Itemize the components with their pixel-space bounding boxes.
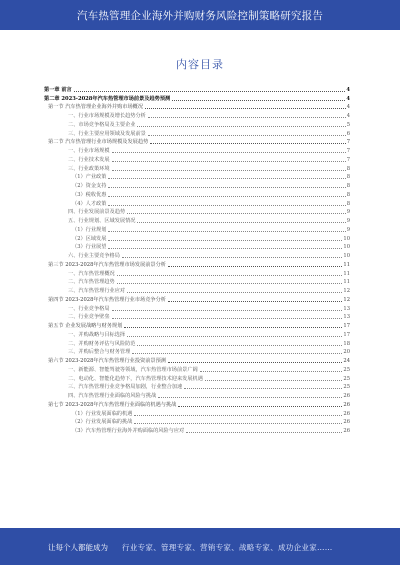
toc-leader-dots [148, 117, 346, 118]
toc-entry[interactable] [44, 285, 350, 294]
toc-entry-page: 12 [343, 288, 350, 294]
toc-entry-label: 第六节 2023-2028年汽车热管理行业投资前景预测 [48, 358, 166, 364]
table-of-contents [44, 84, 350, 536]
toc-entry[interactable] [44, 373, 350, 382]
toc-entry-page: 8 [346, 174, 350, 181]
toc-entry-page: 6 [346, 130, 350, 137]
toc-entry-page: 26 [343, 419, 350, 426]
toc-entry-label: 二、电动化、智能化趋势下，汽车热管理技术迎来发展机遇 [68, 375, 203, 382]
toc-entry-label: 第一节 汽车热管理企业海外并购市场概况 [48, 104, 144, 111]
toc-entry[interactable] [44, 128, 350, 137]
toc-entry-page: 26 [343, 401, 350, 408]
toc-entry[interactable] [44, 224, 350, 233]
toc-leader-dots [112, 318, 343, 319]
toc-leader-dots [205, 380, 343, 381]
toc-leader-dots [186, 432, 342, 433]
toc-entry-page: 4 [346, 113, 350, 119]
toc-entry[interactable] [44, 119, 350, 128]
toc-entry-label: 第四节 2023-2028年汽车热管理行业市场竞争分析 [48, 296, 166, 303]
toc-entry-page: 9 [346, 209, 350, 216]
toc-leader-dots [122, 257, 343, 258]
toc-entry[interactable] [44, 347, 350, 356]
toc-entry-page: 17 [343, 323, 350, 329]
toc-entry-page: 17 [343, 331, 350, 338]
toc-entry[interactable] [44, 233, 350, 242]
toc-entry-label: 二、行业技术发展 [68, 156, 110, 163]
toc-entry-label: 四、汽车热管理行业面临的风险与挑战 [68, 393, 157, 399]
toc-entry-page: 20 [343, 349, 350, 356]
toc-entry-page: 10 [343, 244, 350, 251]
toc-entry[interactable] [44, 154, 350, 163]
toc-leader-dots [127, 336, 342, 337]
toc-entry-label: 一、新能源、智能驾驶等领域，汽车热管理市场前景广阔 [68, 366, 198, 373]
toc-leader-dots [124, 327, 342, 328]
toc-entry[interactable] [44, 93, 350, 102]
toc-entry-label: 三、汽车热管理行业应对 [68, 288, 126, 294]
toc-entry-page: 9 [346, 226, 350, 233]
toc-leader-dots [112, 170, 346, 171]
toc-entry-label: 三、行业政策环境 [68, 165, 110, 172]
toc-entry-page: 26 [343, 428, 350, 434]
toc-leader-dots [108, 240, 342, 241]
toc-entry[interactable] [44, 417, 350, 426]
toc-entry[interactable] [44, 145, 350, 154]
toc-leader-dots [150, 143, 345, 144]
toc-entry[interactable] [44, 215, 350, 224]
toc-entry-label: 一、并购战略与目标选择 [68, 331, 126, 338]
toc-leader-dots [127, 292, 342, 293]
toc-entry-label: 一、行业竞争格局 [68, 305, 110, 312]
toc-entry-label: 一、行业市场规模 [68, 148, 110, 154]
toc-leader-dots [178, 406, 342, 407]
toc-entry-page: 10 [343, 235, 350, 242]
toc-entry[interactable] [44, 84, 350, 93]
toc-leader-dots [184, 388, 342, 389]
toc-entry-label: （1）产业政策 [72, 174, 107, 181]
toc-entry[interactable] [44, 180, 350, 189]
toc-leader-dots [168, 266, 342, 267]
toc-entry[interactable] [44, 390, 350, 399]
toc-entry[interactable] [44, 320, 350, 329]
toc-leader-dots [108, 231, 345, 232]
toc-entry-page: 24 [343, 358, 350, 364]
toc-entry-label: 二、市场竞争格局及主要企业 [68, 121, 136, 128]
toc-entry-label: （2）行业发展面临的挑战 [72, 419, 133, 426]
toc-entry[interactable] [44, 207, 350, 216]
toc-leader-dots [108, 187, 345, 188]
toc-entry-label: （3）行业展望 [72, 244, 107, 251]
toc-entry[interactable] [44, 399, 350, 408]
toc-entry-label: 一、汽车热管理概况 [68, 270, 115, 277]
toc-entry-page: 12 [343, 296, 350, 303]
toc-entry-page: 8 [346, 183, 350, 189]
toc-entry[interactable] [44, 163, 350, 172]
toc-entry-page: 13 [343, 314, 350, 321]
toc-entry[interactable] [44, 408, 350, 417]
toc-leader-dots [112, 152, 346, 153]
toc-leader-dots [134, 423, 342, 424]
toc-entry[interactable] [44, 268, 350, 277]
toc-heading: 内容目录 [176, 58, 224, 71]
toc-entry-label: （3）汽车热管理行业海外并购面临的风险与应对 [72, 428, 185, 434]
footer-slogan: 让每个人都能成为 [48, 543, 108, 552]
toc-entry[interactable] [44, 364, 350, 373]
toc-entry[interactable] [44, 137, 350, 146]
toc-entry-label: 六、行业主要竞争格局 [68, 253, 120, 259]
toc-leader-dots [172, 100, 345, 101]
toc-entry-page: 7 [346, 156, 350, 163]
toc-leader-dots [168, 362, 342, 363]
toc-entry-page: 8 [346, 191, 350, 198]
header-bar [0, 0, 400, 30]
toc-entry-label: 一、行业市场规模及增长趋势分析 [68, 113, 146, 119]
footer-bar [0, 530, 400, 565]
toc-entry[interactable] [44, 172, 350, 181]
toc-entry-label: （2）资金支持 [72, 183, 107, 189]
toc-entry-label: （4）人才政策 [72, 200, 107, 207]
toc-entry-page: 11 [343, 279, 350, 286]
toc-entry[interactable] [44, 102, 350, 111]
toc-leader-dots [137, 126, 345, 127]
toc-entry-page: 9 [346, 218, 350, 224]
toc-entry[interactable] [44, 303, 350, 312]
toc-leader-dots [134, 415, 342, 416]
toc-entry-label: （1）行业发展面临的机遇 [72, 410, 133, 417]
toc-leader-dots [108, 178, 345, 179]
toc-entry-label: 四、行业发展前景及趋势 [68, 209, 126, 216]
toc-entry-page: 25 [343, 384, 350, 391]
toc-entry[interactable] [44, 198, 350, 207]
toc-entry[interactable] [44, 329, 350, 338]
toc-entry-page: 10 [343, 253, 350, 259]
toc-entry-page: 4 [346, 104, 350, 111]
toc-entry[interactable] [44, 242, 350, 251]
footer-tagline: 行业专家、管理专家、营销专家、战略专家、成功企业家…… [122, 543, 333, 552]
toc-leader-dots [112, 310, 343, 311]
toc-entry[interactable] [44, 250, 350, 259]
toc-entry-label: 第二节 汽车热管理行业市场规模及发展趋势 [48, 139, 149, 146]
toc-leader-dots [112, 161, 346, 162]
toc-entry-page: 13 [343, 305, 350, 312]
toc-leader-dots [74, 91, 346, 92]
toc-leader-dots [200, 371, 343, 372]
toc-entry-label: 三、行业主要应用领域及发展前景 [68, 130, 146, 137]
toc-entry[interactable] [44, 277, 350, 286]
toc-entry-label: （1）行业规划 [72, 226, 107, 233]
toc-entry[interactable] [44, 110, 350, 119]
toc-leader-dots [117, 275, 343, 276]
toc-leader-dots [148, 135, 346, 136]
toc-leader-dots [158, 397, 342, 398]
toc-entry-label: 二、并购财务评估与风险防范 [68, 340, 136, 347]
toc-entry-page: 4 [346, 86, 350, 93]
toc-leader-dots [132, 353, 342, 354]
toc-entry-page: 4 [346, 95, 350, 102]
toc-entry-label: 第七节 2023-2028年汽车热管理行业面临的机遇与挑战 [48, 401, 177, 408]
toc-leader-dots [137, 345, 342, 346]
toc-entry-label: 二、行业竞争壁垒 [68, 314, 110, 321]
toc-leader-dots [108, 248, 342, 249]
toc-entry-label: 五、行业规划、区域发展情况 [68, 218, 136, 224]
toc-entry-page: 8 [346, 165, 350, 172]
toc-entry-page: 25 [343, 366, 350, 373]
toc-entry-page: 7 [346, 148, 350, 154]
toc-entry-label: 三、并购后整合与财务管理 [68, 349, 131, 356]
toc-entry-page: 8 [346, 200, 350, 207]
toc-entry-page: 26 [343, 410, 350, 417]
toc-leader-dots [137, 222, 345, 223]
toc-entry-label: （2）区域发展 [72, 235, 107, 242]
toc-entry[interactable] [44, 189, 350, 198]
toc-entry[interactable] [44, 338, 350, 347]
toc-entry-page: 7 [346, 139, 350, 146]
toc-entry[interactable] [44, 312, 350, 321]
toc-entry[interactable] [44, 425, 350, 434]
toc-entry[interactable] [44, 382, 350, 391]
toc-entry-label: 第二章 2023-2028年汽车热管理市场前景及趋势预测 [44, 95, 171, 102]
toc-entry-page: 26 [343, 393, 350, 399]
toc-entry-label: 第三节 2023-2028年汽车热管理市场发展前景分析 [48, 261, 166, 268]
toc-entry[interactable] [44, 355, 350, 364]
toc-leader-dots [127, 213, 346, 214]
toc-leader-dots [117, 283, 343, 284]
toc-entry-label: 第五节 企业发展战略与财务规划 [48, 323, 123, 329]
toc-entry[interactable] [44, 259, 350, 268]
toc-entry-page: 18 [343, 340, 350, 347]
toc-entry-label: （3）税收优惠 [72, 191, 107, 198]
toc-leader-dots [108, 196, 345, 197]
toc-leader-dots [145, 108, 346, 109]
toc-leader-dots [168, 301, 342, 302]
toc-entry-page: 25 [343, 375, 350, 382]
toc-entry[interactable] [44, 294, 350, 303]
document-title: 汽车热管理企业海外并购财务风险控制策略研究报告 [76, 9, 324, 22]
toc-entry-label: 三、汽车热管理行业竞争格局加剧，行业整合加速 [68, 384, 183, 391]
toc-leader-dots [108, 205, 345, 206]
toc-entry-page: 5 [346, 121, 350, 128]
toc-entry-label: 第一章 前言 [44, 86, 72, 93]
toc-entry-page: 11 [343, 261, 350, 268]
toc-entry-label: 二、汽车热管理趋势 [68, 279, 115, 286]
toc-entry-page: 11 [343, 270, 350, 277]
